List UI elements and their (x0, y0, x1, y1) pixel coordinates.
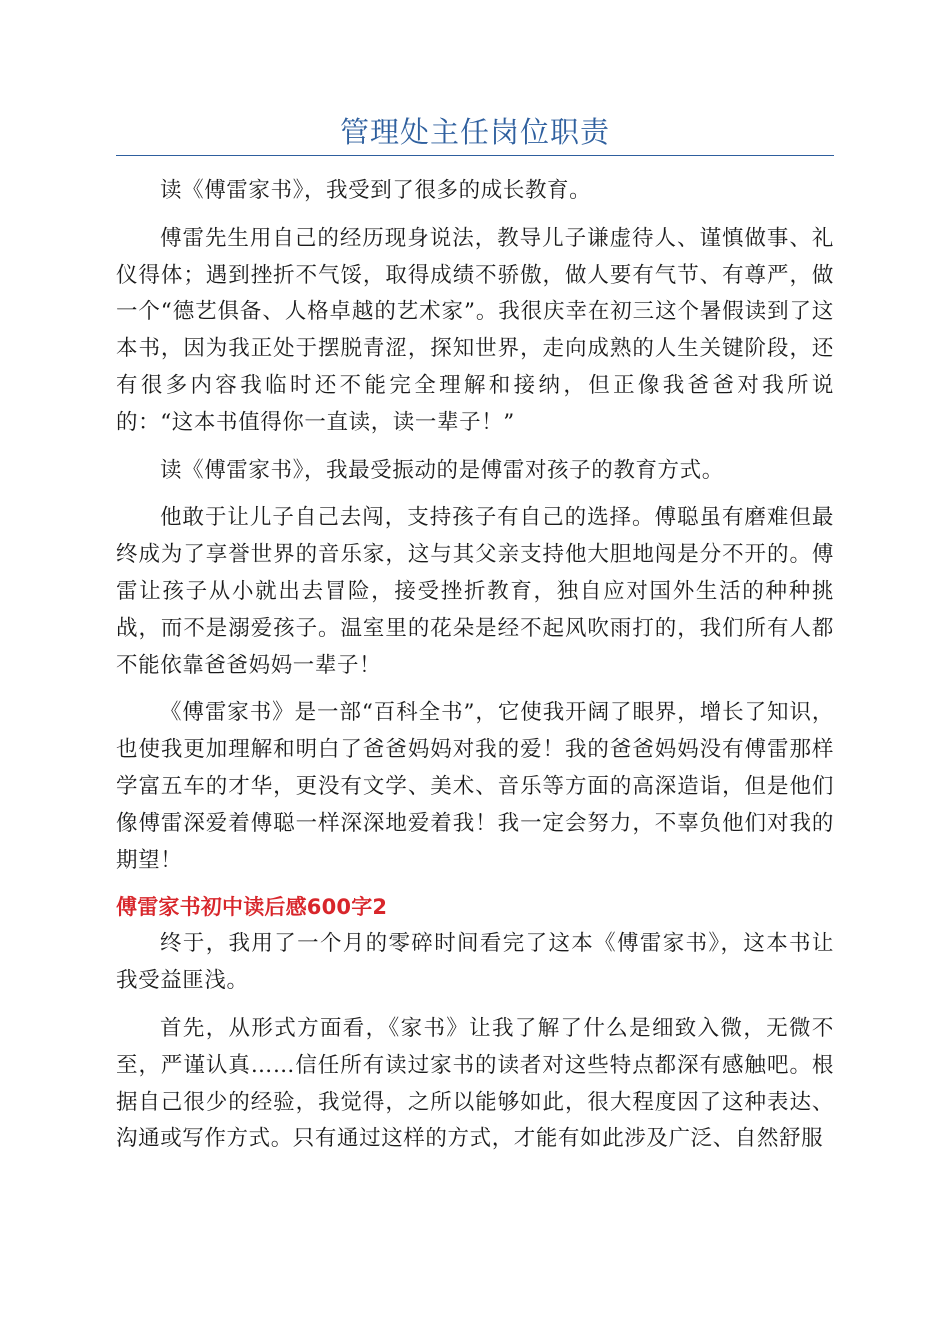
paragraph: 终于，我用了一个月的零碎时间看完了这本《傅雷家书》，这本书让我受益匪浅。 (116, 931, 834, 994)
title-underline (116, 155, 834, 156)
paragraph: 读《傅雷家书》，我最受振动的是傅雷对孩子的教育方式。 (160, 457, 724, 483)
paragraph: 《傅雷家书》是一部“百科全书”，它使我开阔了眼界，增长了知识，也使我更加理解和明白了爸爸妈妈对我的爱！我的爸爸妈妈没有傅雷那样学富五车的才华，更没有文学、美术、音乐等方面的高深造诣，但是他们像傅雷深爱着傅聪一样深深地爱着我！我一定会努力，不辜负他们对我的期望！ (116, 700, 834, 873)
paragraph: 傅雷先生用自己的经历现身说法，教导儿子谦虚待人、谨慎做事、礼仪得体；遇到挫折不气馁，取得成绩不骄傲，做人要有气节、有尊严，做一个“德艺俱备、人格卓越的艺术家”。我很庆幸在初三这个暑假读到了这本书，因为我正处于摆脱青涩，探知世界，走向成熟的人生关键阶段，还有很多内容我临时还不能完全理解和接纳，但正像我爸爸对我所说的：“这本书值得你一直读，读一辈子！” (116, 225, 834, 435)
paragraph: 首先，从形式方面看，《家书》让我了解了什么是细致入微，无微不至，严谨认真……信任所有读过家书的读者对这些特点都深有感触吧。根据自己很少的经验，我觉得，之所以能够如此，很大程度因了这种表达、沟通或写作方式。只有通过这样的方式，才能有如此涉及广泛、自然舒服 (116, 1015, 834, 1152)
document-title: 管理处主任岗位职责 (339, 115, 610, 149)
paragraph: 读《傅雷家书》，我受到了很多的成长教育。 (160, 178, 592, 203)
section-heading: 傅雷家书初中读后感600字2 (116, 895, 388, 920)
paragraph: 他敢于让儿子自己去闯，支持孩子有自己的选择。傅聪虽有磨难但最终成为了享誉世界的音乐家，这与其父亲支持他大胆地闯是分不开的。傅雷让孩子从小就出去冒险，接受挫折教育，独自应对国外生活的种种挑战，而不是溺爱孩子。温室里的花朵是经不起风吹雨打的，我们所有人都不能依靠爸爸妈妈一辈子！ (116, 505, 834, 678)
document-body (116, 173, 834, 1169)
